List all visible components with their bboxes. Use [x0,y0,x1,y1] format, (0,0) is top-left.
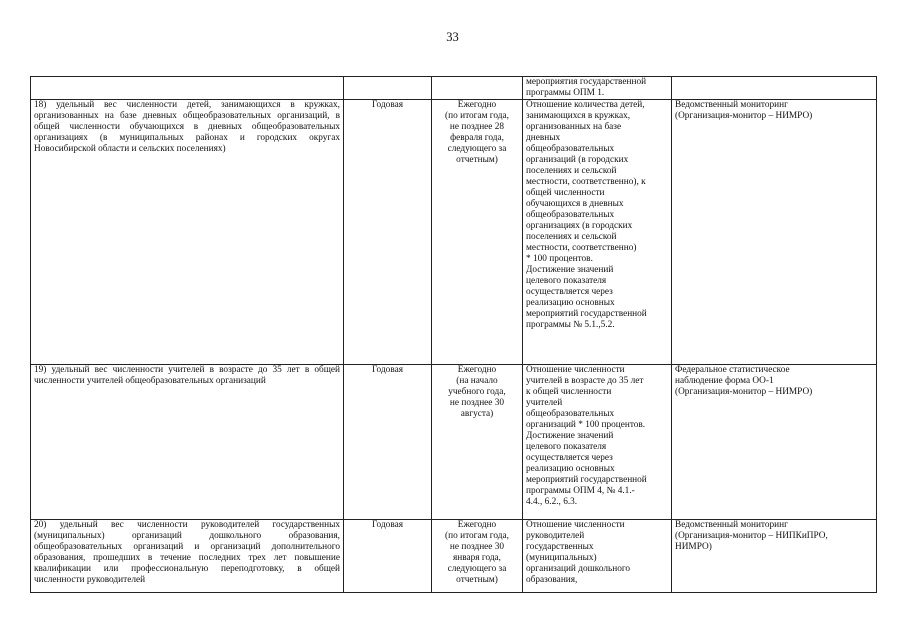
page-number: 33 [446,30,459,44]
indicator-cell: 18) удельный вес численности детей, занимающихся в кружках, организованных на базе дневных общеобразовательных организаций, в общей численности обучающихся в дневных общеобразовательных организациях (в муниципальных районах и городских округах Новосибирской области и сельских поселениях) [31,100,344,365]
cell-line: Ведомственный мониторинг [675,100,788,110]
cell-line: (Организация-монитор – НИПКиПРО, [675,531,828,541]
cell-line: Отношение количества детей, [526,100,645,110]
indicators-table [30,76,877,593]
indicator-cell: 19) удельный вес численности учителей в возрасте до 35 лет в общей численности учителей общеобразовательных организаций [31,365,344,520]
cell-line: августа) [460,409,494,419]
cell-line: организаций (в городских [526,155,629,165]
cell-line: * 100 процентов. [526,254,593,264]
timing-cell [432,77,523,100]
source-cell [672,365,877,520]
cell-line: Ведомственный мониторинг [675,520,788,530]
cell-line: осуществляется через [526,453,613,463]
cell-line: организованных на базе [526,122,622,132]
cell-line: дневных [526,133,561,143]
cell-line: государственных [526,542,594,552]
cell-line: не позднее 30 [449,542,505,552]
cell-line: к общей численности [526,387,612,397]
basis-cell [523,365,672,520]
cell-line: поселениях и сельской [526,166,617,176]
cell-line: НИМРО) [675,542,712,552]
cell-line: организаций * 100 процентов. [526,420,646,430]
cell-line: (на начало [456,376,498,386]
cell-line: Отношение численности [526,520,625,530]
cell-line: руководителей [526,531,585,541]
cell-line: общеобразовательных [526,409,615,419]
timing-cell [432,365,523,520]
cell-line: общеобразовательных [526,144,615,154]
cell-line: февраля года, [450,133,504,143]
basis-cell [523,100,672,365]
continuation-row [31,77,877,100]
cell-line: отчетным) [456,155,498,165]
cell-line: (по итогам года, [445,531,509,541]
cell-line: программы № 5.1.,5.2. [526,320,615,330]
indicator-cell [31,77,344,100]
cell-line: отчетным) [456,575,498,585]
cell-line: мероприятий государственной [526,309,647,319]
cell-line: 4.4., 6.2., 6.3. [526,497,578,507]
cell-line: учебного года, [448,387,506,397]
cell-line: (Организация-монитор – НИМРО) [675,387,813,397]
cell-line: местности, соответственно) [526,243,637,253]
cell-line: Отношение численности [526,365,625,375]
cell-line: следующего за [447,144,507,154]
timing-cell [432,520,523,593]
cell-line: наблюдение форма ОО-1 [675,376,774,386]
cell-line: целевого показателя [526,276,607,286]
cell-line: следующего за [447,564,507,574]
cell-line: учителей [526,398,563,408]
indicator-cell: 20) удельный вес численности руководителей государственных (муниципальных) организаций дошкольного образования, общеобразовательных организаций и организаций дополнительного образования, прошедших в течение последних трех лет повышение квалификации или профессиональную переподготовку, в общей численности руководителей [31,520,344,593]
periodicity-cell [344,77,432,100]
cell-line: осуществляется через [526,287,613,297]
table-row [31,365,877,520]
timing-cell [432,100,523,365]
cell-line: организаций дошкольного [526,564,631,574]
source-cell [672,520,877,593]
cell-line: обучающихся в дневных [526,199,624,209]
cell-line: учителей в возрасте до 35 лет [526,376,644,386]
cell-line: Ежегодно [457,100,497,110]
cell-line: Ежегодно [457,365,497,375]
table-row [31,520,877,593]
cell-line: поселениях и сельской [526,232,617,242]
table-row [31,100,877,365]
cell-line: мероприятий государственной [526,475,647,485]
cell-line: мероприятия государственной [526,77,647,87]
cell-line: (по итогам года, [445,111,509,121]
cell-line: образования, [526,575,578,585]
cell-line: не позднее 28 [449,122,505,132]
cell-line: реализацию основных [526,464,615,474]
cell-line: программы ОПМ 4, № 4.1.- [526,486,635,496]
cell-line: Федеральное статистическое [675,365,790,375]
cell-line: января года, [452,553,502,563]
cell-line: (муниципальных) [526,553,597,563]
source-cell [672,100,877,365]
cell-line: Достижение значений [526,265,614,275]
source-cell [672,77,877,100]
cell-line: местности, соответственно), к [526,177,646,187]
cell-line: общеобразовательных [526,210,615,220]
cell-line: Ежегодно [457,520,497,530]
cell-line: программы ОПМ 1. [526,88,605,98]
periodicity-cell: Годовая [344,100,432,365]
cell-line: (Организация-монитор – НИМРО) [675,111,813,121]
cell-line: реализацию основных [526,298,615,308]
cell-line: организациях (в городских [526,221,633,231]
basis-cell [523,520,672,593]
periodicity-cell: Годовая [344,365,432,520]
basis-cell [523,77,672,100]
cell-line: занимающихся в кружках, [526,111,631,121]
cell-line: общей численности [526,188,605,198]
periodicity-cell: Годовая [344,520,432,593]
cell-line: Достижение значений [526,431,614,441]
cell-line: не позднее 30 [449,398,505,408]
cell-line: целевого показателя [526,442,607,452]
